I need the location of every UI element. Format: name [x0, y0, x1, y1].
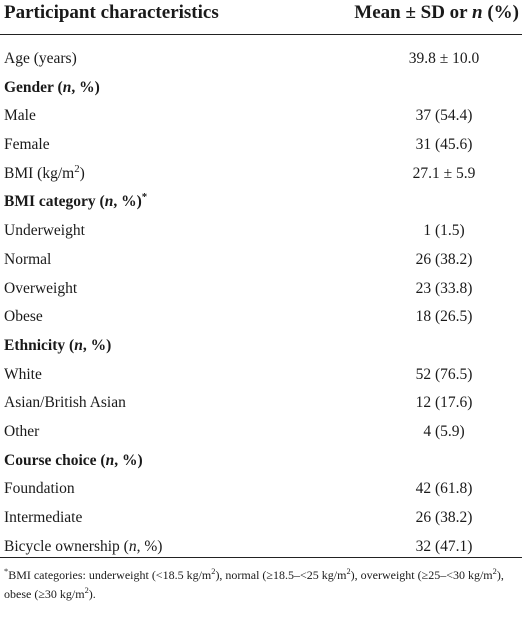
- row-label: [4, 509, 82, 527]
- row-value: 26 (38.2): [415, 509, 473, 526]
- row-label-text: Gender (: [4, 78, 63, 96]
- table-row: [0, 364, 522, 393]
- table-row: [0, 478, 522, 507]
- table-row: [0, 220, 522, 249]
- row-label-suffix: , %): [114, 451, 143, 469]
- table-row: [0, 163, 522, 192]
- header-summary-suffix: (%): [482, 2, 519, 23]
- row-label-text: Overweight: [4, 279, 78, 297]
- row-value: 42 (61.8): [415, 480, 473, 498]
- row-label-text: Intermediate: [4, 509, 83, 526]
- row-value: 27.1 ± 5.9: [412, 164, 476, 182]
- row-label: [4, 251, 51, 269]
- row-value: 39.8 ± 10.0: [408, 50, 480, 67]
- row-label-text: Underweight: [4, 222, 85, 240]
- footnote-sup-2: 2: [346, 567, 351, 576]
- row-label-text: Bicycle ownership (: [4, 537, 129, 555]
- row-label: [4, 308, 43, 326]
- row-value: 31 (45.6): [415, 136, 473, 154]
- row-label-text: BMI (kg/m: [4, 164, 75, 182]
- row-label: [4, 452, 143, 470]
- row-value: 12 (17.6): [415, 394, 473, 412]
- table-row: [0, 421, 522, 450]
- row-value: 23 (33.8): [415, 279, 473, 297]
- row-label-n: n: [105, 451, 115, 469]
- row-label-text: BMI category (: [4, 193, 105, 211]
- row-label-n: n: [74, 336, 83, 354]
- footnote-text-4: ), obese (≥30 kg/m: [4, 568, 504, 601]
- section-row: [0, 335, 522, 364]
- section-row: [0, 450, 522, 479]
- row-label: [4, 136, 50, 154]
- footnote-marker: *: [4, 567, 9, 576]
- table-bottom-rule: [0, 557, 522, 558]
- row-label: [4, 280, 77, 298]
- table-row: [0, 536, 522, 565]
- table-row: [0, 507, 522, 536]
- row-label-suffix: , %): [71, 78, 100, 96]
- row-label-text: Course choice (: [4, 451, 106, 469]
- table-footnote: [4, 566, 518, 604]
- row-value: 1 (1.5): [423, 222, 465, 240]
- table-row: [0, 278, 522, 307]
- row-label-text: Obese: [4, 308, 43, 326]
- row-label: [4, 193, 147, 211]
- section-row: [0, 191, 522, 220]
- row-value: 18 (26.5): [415, 308, 473, 326]
- footnote-text-2: ), normal (≥18.5–<25 kg/m: [215, 568, 347, 582]
- row-value: 26 (38.2): [415, 250, 473, 268]
- row-label: [4, 162, 85, 183]
- row-value: 52 (76.5): [415, 365, 473, 383]
- row-label-text: Female: [4, 136, 50, 154]
- row-label-sup: 2: [74, 162, 80, 175]
- row-label: [4, 50, 77, 68]
- row-label: [4, 337, 111, 355]
- row-label-suffix: , %): [136, 537, 163, 555]
- table-row: [0, 48, 522, 77]
- row-label-text: Normal: [4, 250, 52, 268]
- row-label-n: n: [104, 193, 114, 211]
- row-label-suffix: , %): [113, 193, 142, 211]
- row-label-text: Asian/British Asian: [4, 394, 126, 412]
- row-label: [4, 480, 75, 498]
- row-label: [4, 107, 36, 125]
- table-row: [0, 249, 522, 278]
- row-label-text: Male: [4, 107, 36, 125]
- row-label: [4, 538, 162, 556]
- row-label-n: n: [62, 78, 72, 96]
- row-label-suffix: ): [79, 164, 85, 182]
- footnote-text-5: ).: [88, 587, 96, 601]
- row-label-n: n: [128, 537, 137, 555]
- table-row: [0, 306, 522, 335]
- header-summary-prefix: Mean ± SD or: [354, 2, 473, 23]
- table-header: [0, 0, 522, 35]
- footnote-text-3: ), overweight (≥25–<30 kg/m: [350, 568, 493, 582]
- section-row: [0, 77, 522, 106]
- row-label: [4, 222, 85, 240]
- table-row: [0, 134, 522, 163]
- row-label-suffix: , %): [82, 336, 112, 354]
- row-value: 4 (5.9): [423, 422, 465, 440]
- table-row: [0, 105, 522, 134]
- row-label: [4, 423, 39, 441]
- header-summary: [354, 2, 519, 24]
- row-label-text: Ethnicity (: [4, 336, 75, 354]
- row-label-footnote-marker: *: [141, 191, 148, 204]
- row-label-text: Other: [4, 422, 40, 440]
- row-label: [4, 394, 126, 412]
- footnote-sup-3: 2: [492, 567, 497, 576]
- header-summary-n: n: [472, 2, 483, 23]
- table-body: [0, 48, 522, 564]
- footnote-sup-1: 2: [211, 567, 216, 576]
- header-characteristics: Participant characteristics: [4, 2, 219, 23]
- row-value: 32 (47.1): [415, 537, 473, 555]
- table-row: [0, 392, 522, 421]
- row-label-text: Age (years): [4, 50, 77, 67]
- row-label-text: Foundation: [4, 480, 75, 498]
- row-label-text: White: [4, 365, 42, 383]
- row-label: [4, 366, 42, 384]
- footnote-text-1: BMI categories: underweight (<18.5 kg/m: [8, 568, 212, 582]
- footnote-sup-4: 2: [84, 586, 89, 595]
- row-label: [4, 79, 100, 97]
- row-value: 37 (54.4): [415, 107, 473, 125]
